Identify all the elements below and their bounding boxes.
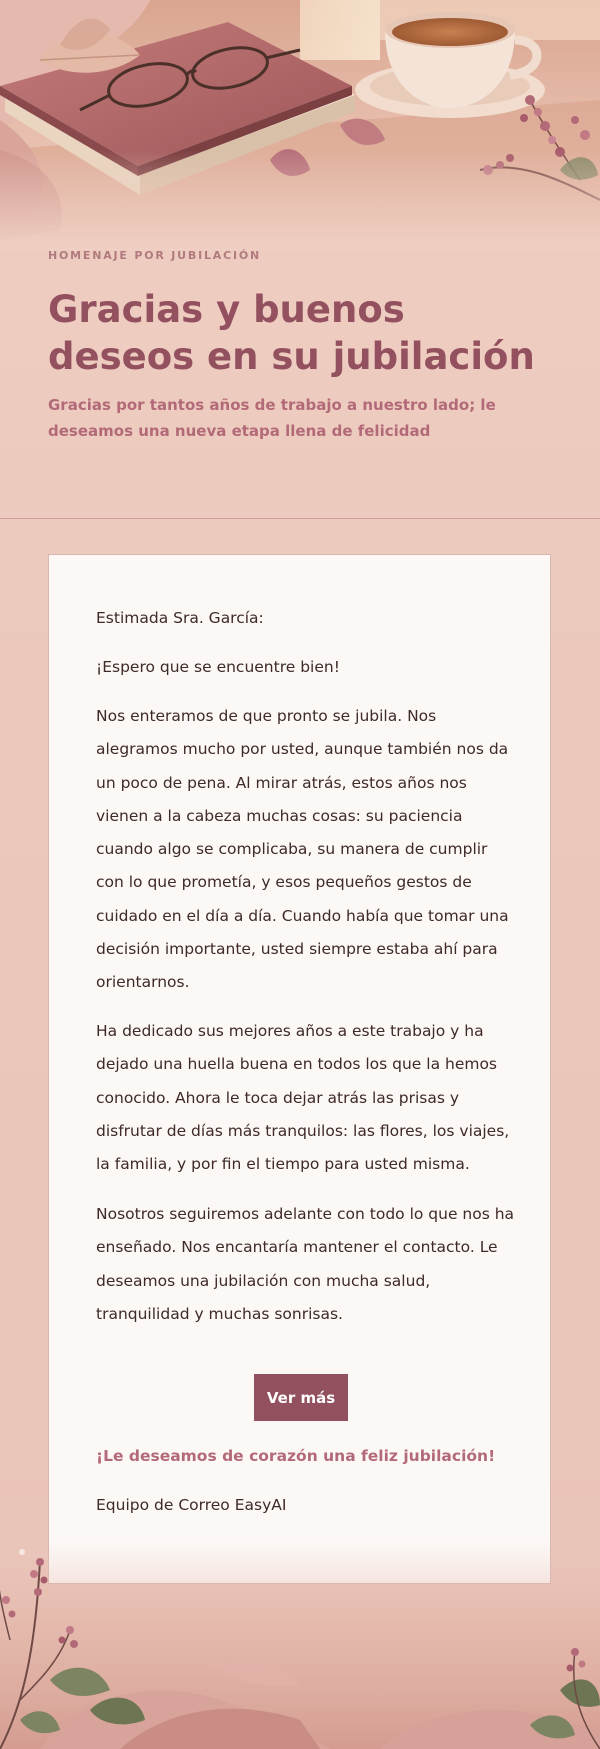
letter-paragraph: Nos enteramos de que pronto se jubila. Nos alegramos mucho por usted, aunque también nos da un poco de pena. Al mirar atrás, estos años nos vienen a la cabeza muchas cosas: su paciencia cuando algo se complicaba, su manera de cumplir con lo que prometía, y esos pequeños gestos de cuidado en el día a día. Cuando había que tomar una decisión importante, usted siempre estaba ahí para orientarnos.	[96, 707, 509, 992]
eyebrow-label: HOMENAJE POR JUBILACIÓN	[48, 249, 262, 262]
letter-greeting: Estimada Sra. García:	[96, 609, 264, 627]
letter-paragraph: Nosotros seguiremos adelante con todo lo que nos ha enseñado. Nos encantaría mantener el contacto. Le deseamos una jubilación con mucha salud, tranquilidad y muchas sonrisas.	[96, 1205, 515, 1323]
see-more-button[interactable]: Ver más	[254, 1374, 348, 1421]
letter-card	[48, 554, 551, 1584]
header-divider	[0, 518, 600, 519]
signature: Equipo de Correo EasyAI	[96, 1496, 287, 1514]
closing-wish: ¡Le deseamos de corazón una feliz jubilación!	[96, 1447, 496, 1465]
hero-illustration	[0, 0, 600, 250]
footer-illustration	[0, 1540, 600, 1749]
letter-paragraph: Ha dedicado sus mejores años a este trabajo y ha dejado una huella buena en todos los que la hemos conocido. Ahora le toca dejar atrás las prisas y disfrutar de días más tranquilos: las flores, los viajes, la familia, y por fin el tiempo para usted misma.	[96, 1022, 510, 1174]
letter-opening: ¡Espero que se encuentre bien!	[96, 658, 340, 676]
page-subtitle: Gracias por tantos años de trabajo a nuestro lado; le deseamos una nueva etapa llena de felicidad	[48, 396, 496, 440]
page-title: Gracias y buenos deseos en su jubilación	[48, 288, 535, 378]
hero-scene	[0, 0, 600, 250]
footer-scene	[0, 1540, 600, 1749]
